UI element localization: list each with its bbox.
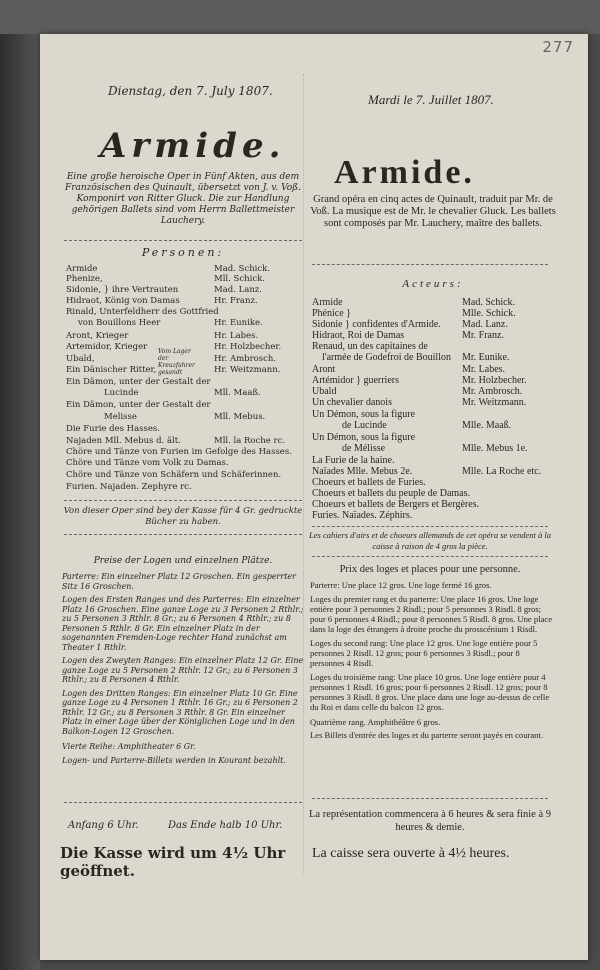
french-cast-row: de Mélisse Mlle. Mebus 1e. <box>342 443 528 454</box>
german-date: Dienstag, den 7. July 1807. <box>108 84 273 98</box>
german-cast-row: Najaden Mll. Mebus d. ält. Mll. la Roche rc. <box>66 436 286 446</box>
german-cast-row: Armide Mad. Schick. <box>66 264 271 274</box>
german-prices <box>62 572 306 765</box>
french-box-office: La caisse sera ouverte à 4½ heures. <box>312 846 510 861</box>
french-cast-row: Choeurs et ballets de Bergers et Bergères. <box>312 499 480 510</box>
french-cast-row: Ubald Mr. Ambrosch. <box>312 386 523 397</box>
french-title: Armide. <box>334 154 475 191</box>
french-cast-row: Artémidor } guerriers Mr. Holzbecher. <box>312 375 527 386</box>
french-price-item: Loges du troisième rang: Une place 10 gros. Une loge entière pour 4 personnes 1 Risdl. 16 gros; pour 6 personnes 2 Risdl. 12 gros; pour 8 personnes 3 Risdl. 8 gros. Une place dans une loge au-dessus de celle du Roi et dans celle du balcon 12 gros. <box>310 672 550 712</box>
german-libretto-note: Von dieser Oper sind bey der Kasse für 4 Gr. gedruckte Bücher zu haben. <box>63 506 303 527</box>
german-cast-row: Artemidor, Krieger Hr. Holzbecher. <box>66 342 282 352</box>
german-cast-heading: Personen: <box>141 246 225 259</box>
french-cast-row: Armide Mad. Schick. <box>312 297 516 308</box>
german-box-office: Die Kasse wird um 4½ Uhr geöffnet. <box>60 844 286 880</box>
french-cast-heading: Acteurs: <box>402 278 464 290</box>
french-cast-row: l'armée de Godefroi de Bouillon Mr. Eunike. <box>322 352 510 363</box>
french-price-item: Quatrième rang. Amphithéâtre 6 gros. <box>310 717 441 727</box>
french-cast-row: La Furie de la haine. <box>312 455 395 466</box>
german-price-item: Logen des Ersten Ranges und des Parterres: Ein einzelner Platz 16 Groschen. Eine ganze Loge zu 3 Personen 2 Rthlr.; zu 5 Personen 3 Rthlr. 8 Gr.; zu 6 Personen 4 Rthlr.; zu 8 Personen 5 Rthlr. 8 Gr. Ein einzelner Platz in der sogenannten Fremden-Loge rechter Hand zunächst am Theater 1 Rthlr. <box>62 595 304 652</box>
french-rule-2 <box>312 526 548 527</box>
french-cast-row: Un chevalier danois Mr. Weitzmann. <box>312 397 527 408</box>
french-cast-row: Un Démon, sous la figure <box>312 409 416 420</box>
french-cast-row: Phénice } Mlle. Schick. <box>312 308 516 319</box>
german-cast-row: von Bouillons Heer Hr. Eunike. <box>78 318 263 328</box>
german-cast-row: Ein Dänischer Ritter, Hr. Weitzmann. <box>66 365 281 375</box>
scan-background-left <box>0 34 40 970</box>
german-start-time: Anfang 6 Uhr. <box>68 820 139 831</box>
german-rule-1 <box>64 240 302 241</box>
french-cast-row: Aront Mr. Labes. <box>312 364 506 375</box>
french-price-item: Les Billets d'entrée des loges et du parterre seront payés en courant. <box>310 730 544 740</box>
french-rule-4 <box>312 798 548 799</box>
french-cast-row: Furies. Naïades. Zéphirs. <box>312 510 413 521</box>
french-prices <box>310 580 554 740</box>
german-cast-row: Sidonie, } ihre Vertrauten Mad. Lanz. <box>66 285 262 295</box>
french-date: Mardi le 7. Juillet 1807. <box>368 92 494 107</box>
german-price-item: Parterre: Ein einzelner Platz 12 Groschen. Ein gesperrter Sitz 16 Groschen. <box>62 572 296 591</box>
french-libretto-note: Les cahiers d'airs et de choeurs allemands de cet opéra se vendent à la caisse à raison de 4 gros la pièce. <box>309 530 551 551</box>
german-cast-row: Ubald, Hr. Ambrosch. <box>66 354 277 364</box>
french-price-item: Parterre: Une place 12 gros. Une loge fermé 16 gros. <box>310 580 492 590</box>
french-cast-row: Choeurs et ballets du peuple de Damas. <box>312 488 471 499</box>
german-cast-row: Chöre und Tänze von Schäfern und Schäferinnen. <box>66 470 282 480</box>
french-price-item: Loges du premier rang et du parterre: Une place 16 gros. Une loge entière pour 3 personnes 2 Risdl.; pour 5 personnes 3 Risdl. 8 gros; pour 6 personnes 4 Risdl.; pour 8 personnes 5 Risdl. 8 gros. Une place dans la loge des étrangers à droite proche du prosscénium 1 Risdl. <box>310 594 553 634</box>
french-rule-3 <box>312 556 548 557</box>
german-rule-4 <box>64 802 302 803</box>
german-cast-row: Ein Dämon, unter der Gestalt der <box>66 400 211 410</box>
german-rule-3 <box>64 534 302 535</box>
french-cast-row: Naïades Mlle. Mebus 2e. Mlle. La Roche etc. <box>312 466 542 477</box>
german-cast-row: Aront, Krieger Hr. Labes. <box>66 331 259 341</box>
german-cast-row: Melisse Mll. Mebus. <box>104 412 266 422</box>
german-cast-row: Lucinde Mll. Maaß. <box>104 388 261 398</box>
german-title: Armide. <box>100 126 286 166</box>
german-price-item: Vierte Reihe: Amphitheater 6 Gr. <box>62 742 196 751</box>
german-ubald-note: Vom Lager der Kreuzfahrer gesandt <box>158 348 195 376</box>
german-description: Eine große heroische Oper in Fünf Akten, aus dem Französischen des Quinault, übersetzt von J. v. Voß. Komponirt von Ritter Gluck. Die zur Handlung gehörigen Ballets sind vom Herrn Ballettmeister Lauchery. <box>64 172 302 226</box>
french-cast-row: Sidonie } confidentes d'Armide. Mad. Lanz. <box>312 319 508 330</box>
german-rule-2 <box>64 500 302 501</box>
scan-background-top <box>0 0 600 34</box>
french-cast-row: Hidraot, Roi de Damas Mr. Franz. <box>312 330 504 341</box>
french-cast-row: Renaud, un des capitaines de <box>312 341 428 352</box>
french-description: Grand opéra en cinq actes de Quinault, traduit par Mr. de Voß. La musique est de Mr. le chevalier Gluck. Les ballets sont composés par Mr. Lauchery, maître des ballets. <box>310 194 556 229</box>
french-cast-row: Un Démon, sous la figure <box>312 432 416 443</box>
german-cast-row: Chöre und Tänze vom Volk zu Damas. <box>66 458 229 468</box>
german-cast-row: Chöre und Tänze von Furien im Gefolge des Hasses. <box>66 447 292 457</box>
german-cast-row: Rinald, Unterfeldherr des Gottfried <box>66 307 219 317</box>
german-cast-row: Hidraot, König von Damas Hr. Franz. <box>66 296 258 306</box>
german-cast-row: Ein Dämon, unter der Gestalt der <box>66 377 211 387</box>
german-end-time: Das Ende halb 10 Uhr. <box>168 820 283 831</box>
french-rule-1 <box>312 264 548 265</box>
german-price-item: Logen des Zweyten Ranges: Ein einzelner Platz 12 Gr. Eine ganze Loge zu 5 Personen 2 Rthlr. 12 Gr.; zu 6 Personen 3 Rthlr.; zu 8 Personen 4 Rthlr. <box>62 656 304 684</box>
german-cast-row: Furien. Najaden. Zephyre rc. <box>66 482 192 492</box>
french-cast-row: Choeurs et ballets de Furies. <box>312 477 426 488</box>
catalog-number: 277 <box>542 38 574 56</box>
german-cast-row: Die Furie des Hasses. <box>66 424 160 434</box>
playbill-sheet <box>40 34 588 960</box>
french-start-time: La représentation commencera à 6 heures & sera finie à 9 heures & demie. <box>309 809 551 833</box>
german-price-item: Logen- und Parterre-Billets werden in Kourant bezahlt. <box>62 755 286 765</box>
french-cast-row: de Lucinde Mlle. Maaß. <box>342 420 512 431</box>
german-price-item: Logen des Dritten Ranges: Ein einzelner Platz 10 Gr. Eine ganze Loge zu 4 Personen 1 Rthlr. 16 Gr.; zu 6 Personen 2 Rthlr. 12 Gr.; zu 8 Personen 3 Rthlr. 8 Gr. Ein einzelner Platz in einer Loge über der Königlichen Loge und in den Balkon-Logen 12 Groschen. <box>62 688 298 736</box>
german-prices-heading: Preise der Logen und einzelnen Plätze. <box>93 556 273 566</box>
french-price-item: Loges du second rang: Une place 12 gros. Une loge entière pour 5 personnes 2 Risdl. 12 gros; pour 6 personnes 3 Risdl.; pour 8 personnes 4 Risdl. <box>310 638 538 668</box>
french-prices-heading: Prix des loges et places pour une personne. <box>339 564 521 575</box>
german-cast-row: Phenize, Mll. Schick. <box>66 274 265 284</box>
